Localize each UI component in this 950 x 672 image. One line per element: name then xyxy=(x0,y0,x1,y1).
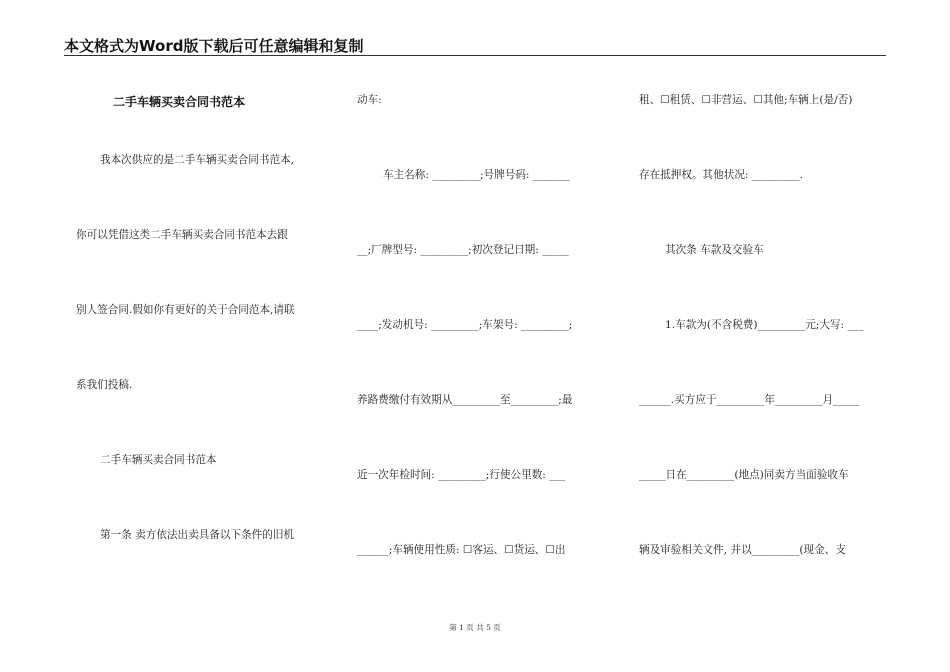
page-header xyxy=(64,33,886,56)
col1-line-5: 二手车辆买卖合同书范本 xyxy=(100,454,217,466)
col3-line-1: 租、☐租赁、☐非营运、☐其他;车辆上(是/否) xyxy=(639,94,853,106)
col3-line-5: ______.买方应于_________年_________月_____ xyxy=(639,394,860,406)
col1-line-1: 我本次供应的是二手车辆买卖合同书范本, xyxy=(100,154,295,166)
col2-line-5: 养路费缴付有效期从_________至_________;最 xyxy=(357,394,573,406)
col3-line-6: _____日在_________(地点)同卖方当面验收车 xyxy=(639,469,849,481)
col3-line-7: 辆及审验相关文件, 并以_________(现金、支 xyxy=(639,544,846,556)
page-footer: 第 1 页 共 5 页 xyxy=(449,623,501,632)
col2-line-1: 动车: xyxy=(357,94,382,106)
col1-line-4: 系我们投稿. xyxy=(76,379,133,391)
col3-line-3: 其次条 车款及交验车 xyxy=(665,244,764,256)
header-title: 本文格式为Word版下载后可任意编辑和复制 xyxy=(64,37,364,55)
document-title: 二手车辆买卖合同书范本 xyxy=(113,95,246,109)
col2-line-4: ____;发动机号: _________;车架号: _________; xyxy=(357,319,573,331)
col3-line-2: 存在抵押权。其他状况: _________. xyxy=(639,169,803,181)
col1-line-2: 你可以凭借这类二手车辆买卖合同书范本去跟 xyxy=(76,229,288,241)
col1-line-3: 别人签合同.假如你有更好的关于合同范本,请联 xyxy=(76,304,295,316)
col2-line-7: ______;车辆使用性质: ☐客运、☐货运、☐出 xyxy=(357,544,566,556)
col3-line-4: 1.车款为(不含税费)_________元;大写: ___ xyxy=(665,319,864,331)
col2-line-3: __;厂牌型号: _________;初次登记日期: _____ xyxy=(357,244,569,256)
col1-line-6: 第一条 卖方依法出卖具备以下条件的旧机 xyxy=(100,529,295,541)
col2-line-2: 车主名称: _________;号牌号码: _______ xyxy=(383,169,570,181)
col2-line-6: 近一次年检时间: _________;行使公里数: ___ xyxy=(357,469,566,481)
